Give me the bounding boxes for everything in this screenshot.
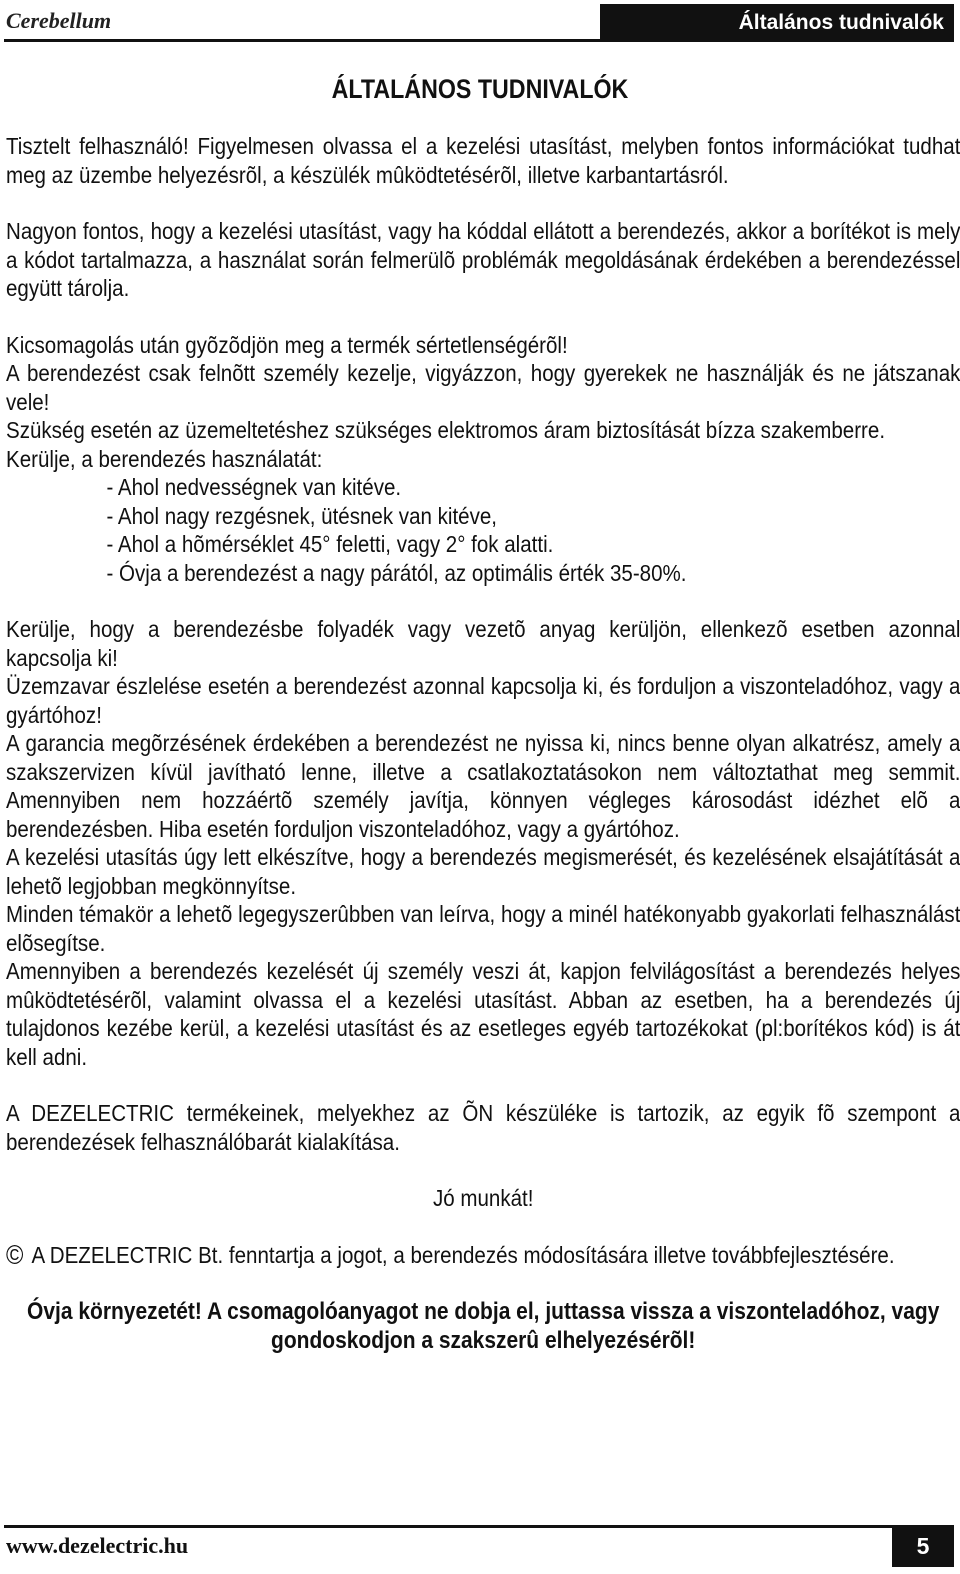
environment-notice [6,1297,960,1355]
list-item: - Ahol nagy rezgésnek, ütésnek van kitéve, [106,502,497,529]
new-owner-paragraph: Amennyiben a berendezés kezelését új személy veszi át, kapjon felvilágosítást a berendezés helyes mûködtetésérõl, valamint olvassa el a kezelési utasítást. Abban az esetben, ha a berendezés új tulajdonos kezébe kerül, a kezelési utasítást és az esetleges egyéb tartozékokat (pl:borítékos kód) is át kell adni. [6,958,960,1070]
manual-paragraph: A kezelési utasítás úgy lett elkészítve, hogy a berendezés megismerését, és kezelésének elsajátítását a lehetõ legjobban megkönnyítse. [6,844,960,899]
header-section-box [600,4,954,42]
unpacking-paragraph: Kicsomagolás után gyõzõdjön meg a termék sértetlenségérõl! [6,331,568,358]
warranty-paragraph: A garancia megõrzésének érdekében a berendezést ne nyissa ki, nincs benne olyan alkatrész, amely a szakszervizen kívül javítható lenne, illetve a csatlakoztatásokon nem változtathat meg semmit. Amennyiben nem hozzáértõ személy javítja, könnyen végleges károsodást idézhet elõ a berendezésben. Hiba esetén forduljon viszonteladóhoz, vagy a gyártóhoz. [6,730,960,842]
brand-logo: Cerebellum [6,8,112,33]
environment-line-1: Óvja környezetét! A csomagolóanyagot ne dobja el, juttassa vissza a viszonteladóhoz, vagy [27,1298,940,1325]
footer-url: www.dezelectric.hu [6,1533,189,1558]
environment-line-2: gondoskodjon a szakszerû elhelyezésérõl! [271,1327,696,1354]
electrician-paragraph: Szükség esetén az üzemeltetéshez szükséges elektromos áram biztosítását bízza szakemberre. [6,417,886,443]
avoid-list [6,473,960,587]
malfunction-paragraph: Üzemzavar észlelése esetén a berendezést azonnal kapcsolja ki, és forduljon a viszonteladóhoz, vagy a gyártóhoz! [6,673,960,728]
page-number: 5 [892,1525,954,1567]
footer-rule [4,1525,892,1528]
topics-paragraph: Minden témakör a lehetõ legegyszerûbben van leírva, hogy a minél hatékonyabb gyakorlati felhasználást elõsegítse. [6,901,960,956]
adult-use-paragraph: A berendezést csak felnõtt személy kezelje, vigyázzon, hogy gyerekek ne használják és ne játszanak vele! [6,360,960,415]
copyright-icon: © [6,1239,24,1270]
closing-line: Jó munkát! [432,1185,534,1211]
liquid-paragraph: Kerülje, hogy a berendezésbe folyadék vagy vezetõ anyag kerüljön, ellenkezõ esetben azonnal kapcsolja ki! [6,616,960,671]
brand-paragraph: A DEZELECTRIC termékeinek, melyekhez az ÕN készüléke is tartozik, az egyik fõ szempont a berendezések felhasználóbarát kialakítása. [6,1100,960,1155]
header-rule [4,39,600,42]
intro-paragraph: Tisztelt felhasználó! Figyelmesen olvassa el a kezelési utasítást, melyben fontos információkat tudhat meg az üzembe helyezésrõl, a készülék mûködtetésérõl, illetve karbantartásról. [6,133,960,188]
list-item: - Óvja a berendezést a nagy párától, az optimális érték 35-80%. [106,559,687,586]
copyright-line [6,1241,960,1270]
storage-paragraph: Nagyon fontos, hogy a kezelési utasítást, vagy ha kóddal ellátott a berendezés, akkor a borítékot is mely a kódot tartalmazza, a használat során felmerülõ problémák megoldásának érdekében a berendezéssel együtt tárolja. [6,218,960,301]
list-item: - Ahol nedvességnek van kitéve. [106,474,402,500]
page-title: ÁLTALÁNOS TUDNIVALÓK [331,74,629,104]
document-body [6,132,960,1355]
copyright-text: A DEZELECTRIC Bt. fenntartja a jogot, a berendezés módosítására illetve továbbfejlesztésére. [31,1241,895,1268]
avoid-heading: Kerülje, a berendezés használatát: [6,445,323,472]
list-item: - Ahol a hõmérséklet 45° feletti, vagy 2° fok alatti. [106,531,554,557]
header-section-title: Általános tudnivalók [738,11,944,34]
